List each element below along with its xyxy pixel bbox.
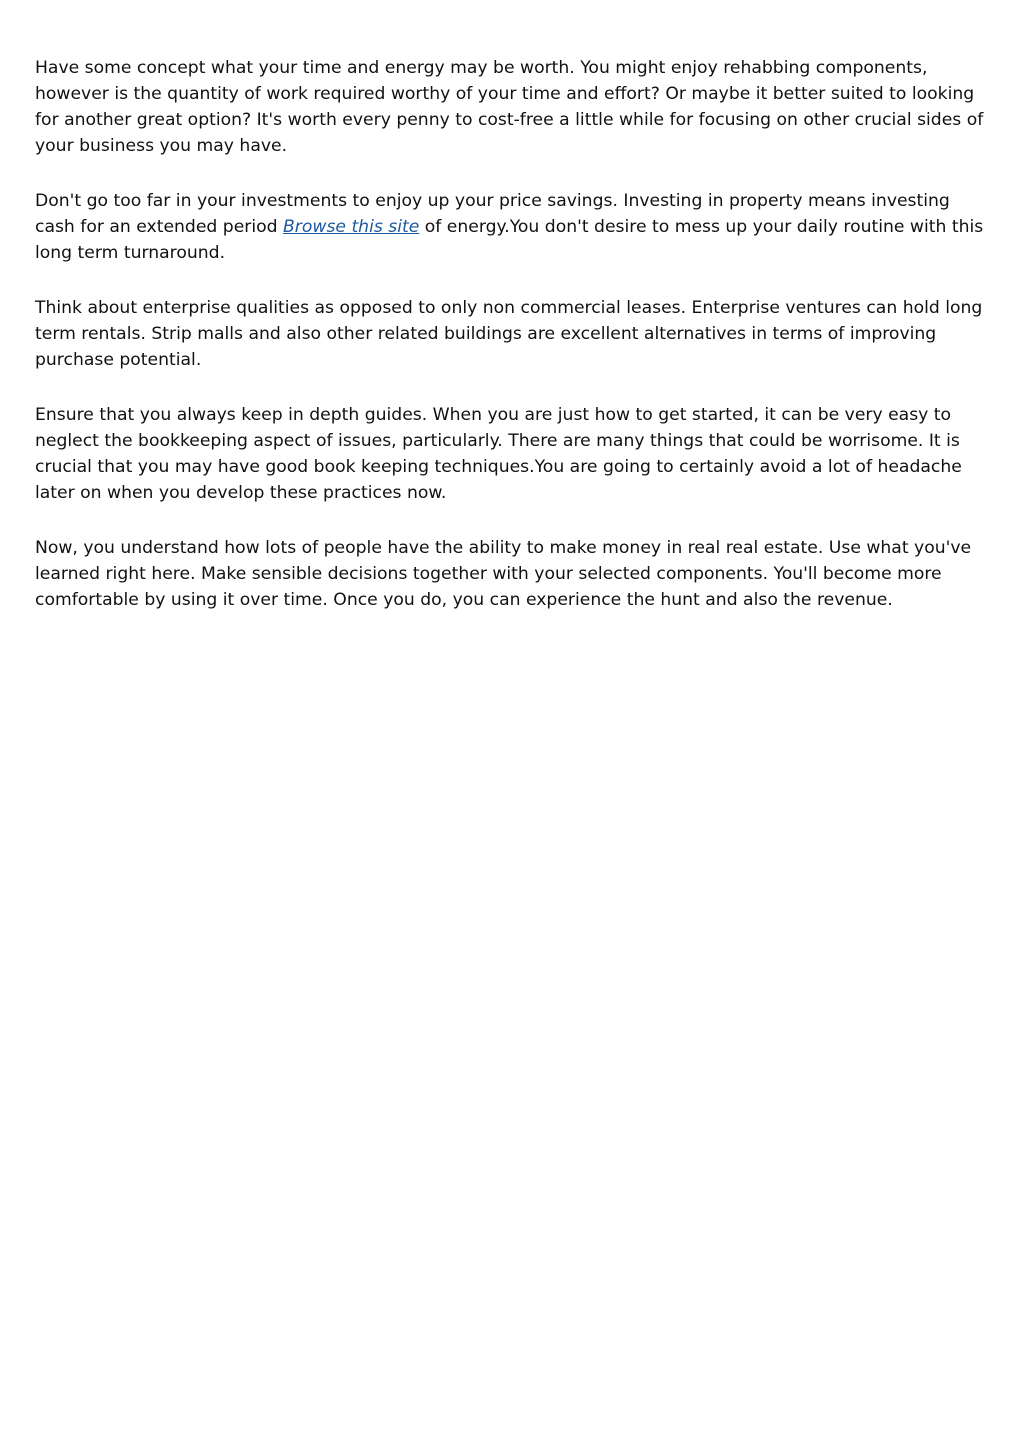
browse-this-site-link[interactable]: Browse this site — [283, 217, 420, 237]
paragraph-investments-text-after: of energy.You don't desire to mess up your daily routine with this long term turnaround. — [35, 217, 984, 263]
document-body — [35, 55, 995, 642]
paragraph-conclusion: Now, you understand how lots of people have the ability to make money in real real estate. Use what you've learned right here. Make sensible decisions together with your selected components. You'll become more comfortable by using it over time. Once you do, you can experience the hunt and also the revenue. — [35, 538, 972, 610]
paragraph-investments-text-before: Don't go too far in your investments to enjoy up your price savings. Investing in property means investing cash for an extended period — [35, 191, 950, 237]
paragraph-investments — [35, 188, 995, 266]
paragraph-bookkeeping: Ensure that you always keep in depth guides. When you are just how to get started, it can be very easy to neglect the bookkeeping aspect of issues, particularly. There are many things that could be worrisome. It is crucial that you may have good book keeping techniques.You are going to certainly avoid a lot of headache later on when you develop these practices now. — [35, 405, 962, 503]
paragraph-enterprise-qualities: Think about enterprise qualities as opposed to only non commercial leases. Enterprise ventures can hold long term rentals. Strip malls and also other related buildings are excellent alternatives in terms of improving purchase potential. — [35, 298, 983, 370]
paragraph-time-energy: Have some concept what your time and energy may be worth. You might enjoy rehabbing components, however is the quantity of work required worthy of your time and effort? Or maybe it better suited to looking for another great option? It's worth every penny to cost-free a little while for focusing on other crucial sides of your business you may have. — [35, 58, 984, 156]
